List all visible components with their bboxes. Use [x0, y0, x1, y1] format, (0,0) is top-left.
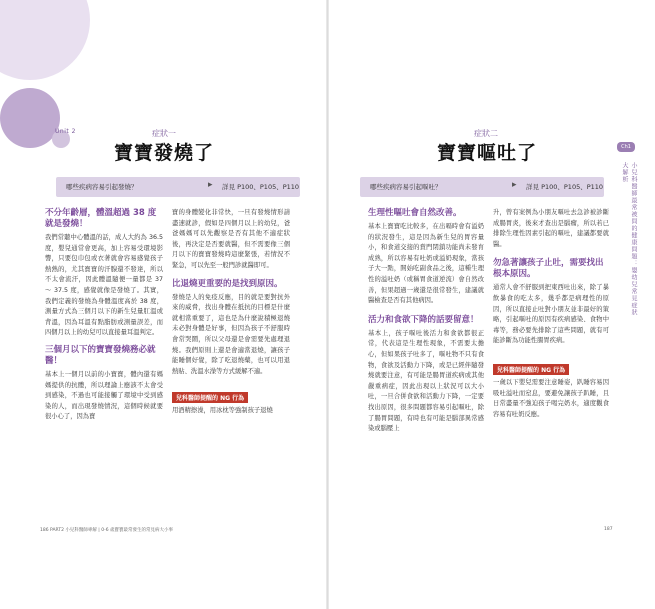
right-column-1: [368, 208, 484, 435]
section-heading: 比退燒更重要的是找到原因。: [172, 278, 283, 289]
body-paragraph: 基本上，孩子嘔吐後活力和食欲都很正常，代表這是生理性現象，不需要太擔心，但如果孩子吐多了，嘔吐物不只有食物，食欲及活動力下降，或是已經伴隨發燒就要注意，有可能是腸胃道疾病或其他嚴重病症，因此出現以上狀況可以大小吐，一旦合併食欲和活動力下降，一定要找出原因，很多問題都容易引起嘔吐，除了腸胃問題，有時也有可能是腦部異常感染或腦壓上: [368, 329, 484, 433]
page-title: 寶寶嘔吐了: [437, 142, 538, 164]
see-pages: 詳見 P100、P105、P110: [526, 183, 604, 191]
ng-tag: 兒科醫師提醒的 NG 行為: [493, 364, 569, 375]
body-paragraph: 寶的身體變化非常快，一旦有發燒情形請盡速就診，假如是四個月以上的幼兒，爸爸媽媽可以先觀察是否有其他不適症狀後，再決定是否要就醫，但不需要像三個月以下的寶寶發燒時這麼緊張，若情況不緊急，可以先至一般門診就醫即可。: [172, 209, 290, 269]
deco-circle-medium: [0, 88, 60, 148]
body-paragraph: 我們常聽中心體溫的話，成人大約為 36.5 度，嬰兒通常會更高，加上容易受環境影響，只要包巾包或衣著就會容易感覺孩子熱熱的，尤其寶寶的汗腺還不發達，所以不太會流汗，因此體溫隨便一量都是 37 ～ 37.5 度，感覺就像是發燒了。其實，我們定義的發燒為身體溫度高於 38 度，測量方式為三個月以下的新生兒量肛溫或背溫，因為耳溫有點脂肪或測量誤差，而四個月以上的幼兒可以直接量耳溫判定。: [45, 234, 163, 337]
page-footer: 186 PART2 小兒科醫師專解 | 0-6 歲寶寶最常發生的常見病大小事: [40, 528, 174, 533]
section-heading: 三個月以下的寶寶發燒務必就醫！: [45, 344, 156, 366]
ng-text: 用酒精擦澡，用冰枕等強制孩子退燒: [172, 407, 273, 415]
question-bar: [56, 177, 300, 197]
question-text: 哪些疾病容易引起嘔吐？: [370, 183, 442, 191]
body-paragraph: 升，曾有案例為小朋友嘔吐去急診被診斷成腸胃炎，後來才查出是腦瘤，所以若已排除生理性因素引起的嘔吐，建議都要就醫。: [493, 209, 609, 248]
chapter-vertical-title: 小兒科醫師最常被問的健康問題：嬰幼兒常見症狀大解析: [621, 162, 637, 316]
symptom-kicker: 症狀二: [474, 129, 498, 138]
section-heading: 活力和食欲下降的話要留意！: [368, 314, 479, 325]
chapter-tab: Ch1: [617, 142, 635, 152]
left-column-2: [172, 208, 290, 417]
book-gutter: [326, 0, 329, 609]
arrow-right-icon: ▸: [512, 180, 517, 190]
symptom-kicker: 症狀一: [152, 129, 176, 138]
body-paragraph: 發燒是人的免疫反應，目的就是要對抗外來的威脅，找出身體在抵抗的目標是什麼就相當重要了，這也是為什麼說積極退燒未必對身體是好事，但因為孩子不舒服時會常哭鬧，所以父母還是會需要先處理退燒。我們原則上還是會適當退燒，讓孩子能睡個好覺，除了吃退燒藥，也可以用退熱貼、洗溫水澡等方式緩解不適。: [172, 293, 290, 375]
ng-text: 一歲以下嬰兒需要注意睡姿，趴睡容易因吸吐溢吐而窒息，要避免讓孩子趴睡，且日常盡量不強迫孩子喝完奶水，適度觀食容易有吐奶反應。: [493, 378, 609, 418]
body-paragraph: 通常人會不舒服到把東西吐出來，除了暴飲暴食的吃太多，幾乎都是病理性的原因，所以直接止吐對小朋友並非最好的策略，引起嘔吐的原因有疾病感染、食物中毒等，務必要先排除了這些問題，就有可能診斷為功能性腸胃疾病。: [493, 284, 609, 345]
body-paragraph: 基本上寶寶吃比較多，在出嗝時會有溢奶的狀況發生，這是因為新生兒的胃容量小，和食道交接的賁門閉鎖功能尚未發育成熟，所以容易有吐奶或溢奶現象，當孩子大一點，開始吃副食品之後，這種生理性的溢吐奶（或稱胃食道逆流）會自然改善，但果超過一歲還是很常發生，建議就醫檢查是否有其他病因。: [368, 223, 484, 305]
see-pages: 詳見 P100、P105、P110: [222, 183, 300, 191]
unit-label: Unit 2: [55, 128, 76, 135]
ng-tag: 兒科醫師提醒的 NG 行為: [172, 392, 248, 403]
section-heading: 不分年齡層，體溫超過 38 度就是發燒！: [45, 208, 157, 229]
section-heading: 勿急著讓孩子止吐，需要找出根本原因。: [493, 258, 604, 280]
left-column-1: [45, 208, 163, 423]
question-text: 哪些疾病容易引起發燒？: [66, 183, 138, 191]
page-title: 寶寶發燒了: [114, 142, 215, 164]
question-bar: [360, 177, 604, 197]
body-paragraph: 基本上一個月以前的小寶寶，體內還有媽媽提供的抗體，所以理論上應該不太會受到感染，不過也可能接觸了環境中受到感染的人，而出現發燒情況，這個時候就要很小心了，因為寶: [45, 370, 163, 421]
arrow-right-icon: ▸: [208, 180, 213, 190]
deco-circle-large: [0, 0, 90, 80]
section-heading: 生理性嘔吐會自然改善。: [368, 208, 462, 218]
page-number: 187: [604, 527, 613, 532]
right-column-2: [493, 208, 609, 420]
